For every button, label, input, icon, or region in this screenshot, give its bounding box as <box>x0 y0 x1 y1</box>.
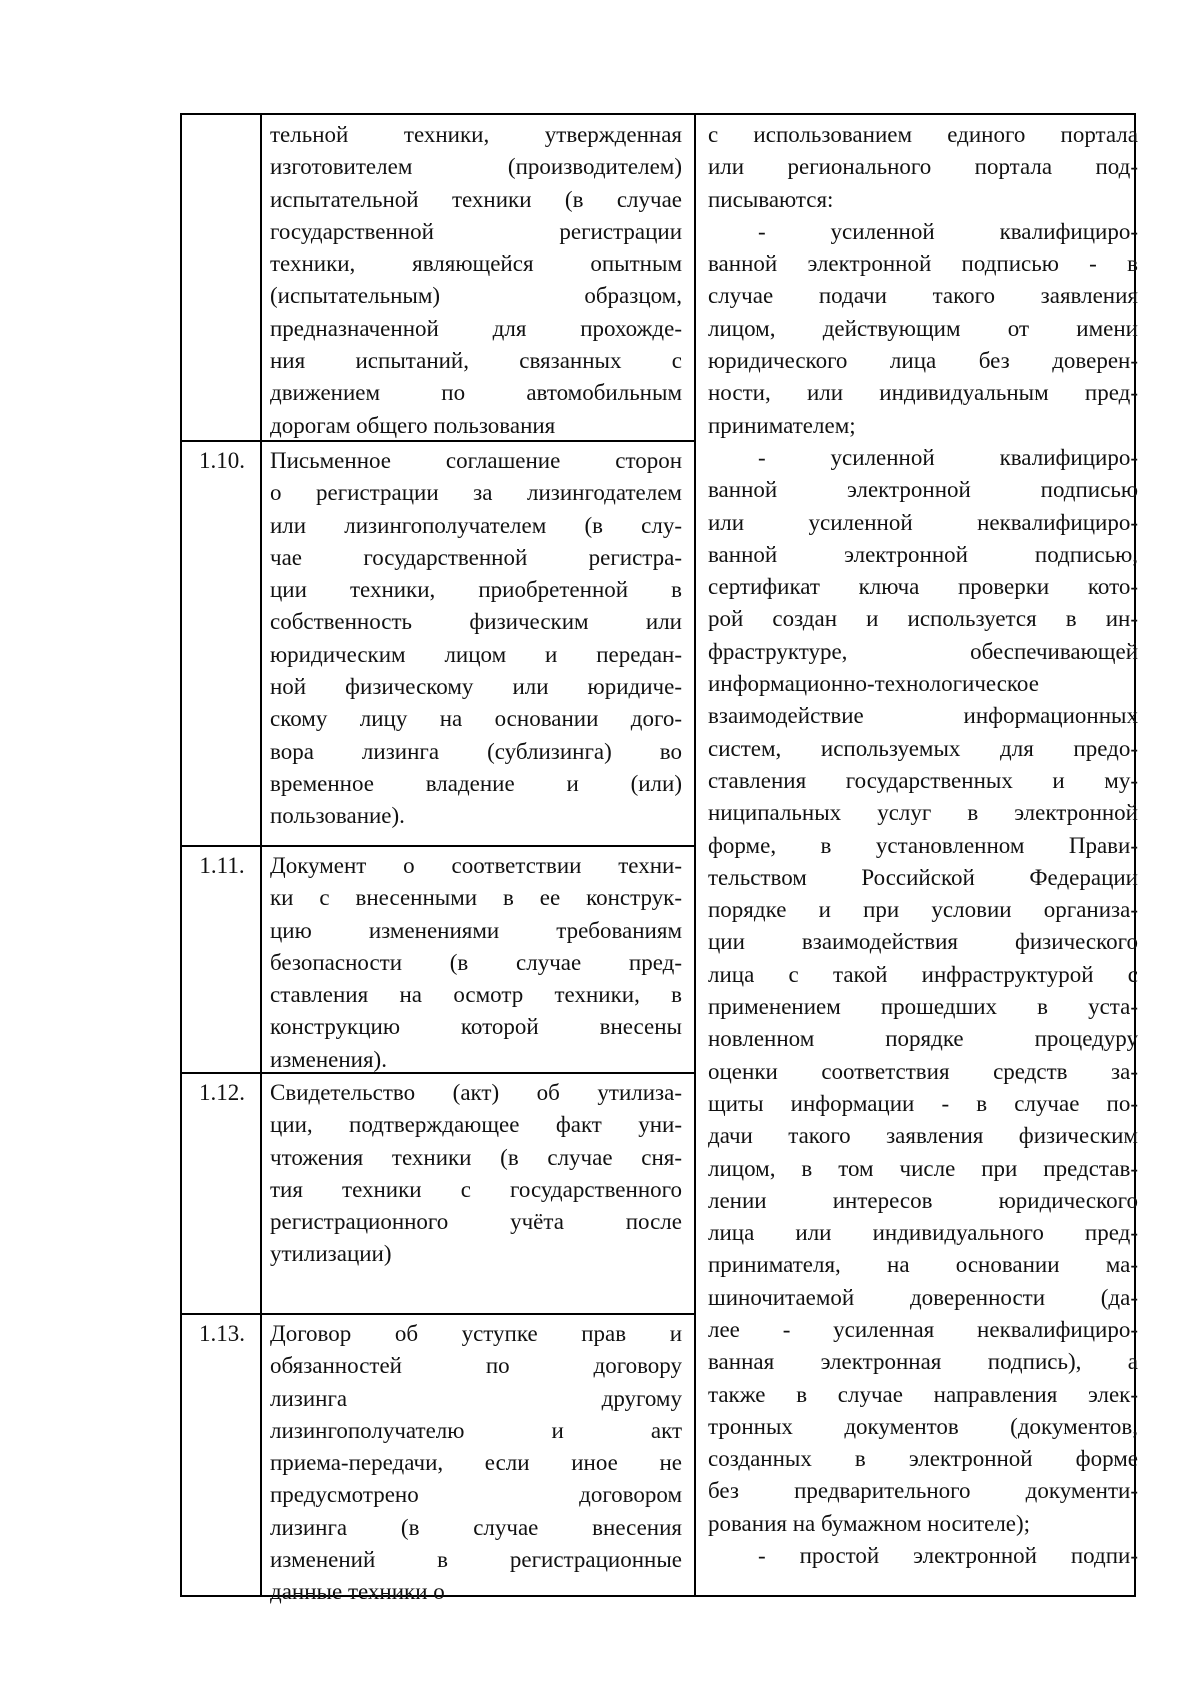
text-line: собственность физическим или <box>270 609 682 635</box>
text-line: изменений в регистрационные <box>270 1547 682 1573</box>
text-line: Письменное соглашение сторон <box>270 448 682 473</box>
text-line: пользование). <box>270 803 405 829</box>
text-line: государственной регистрации <box>270 218 682 244</box>
text-line: Документ о соответствии техни- <box>270 853 682 878</box>
text-line: вора лизинга (сублизинга) во <box>270 738 682 764</box>
text-line: ванной электронной подписью <box>708 477 1138 503</box>
text-line: ности, или индивидуальным пред- <box>708 380 1138 406</box>
text-line: обязанностей по договору <box>270 1353 682 1379</box>
text-line: сертификат ключа проверки кото- <box>708 574 1138 600</box>
text-line: щиты информации - в случае по- <box>708 1090 1138 1116</box>
text-line: конструкцию которой внесены <box>270 1014 682 1040</box>
text-line: применением прошедших в уста- <box>708 994 1138 1020</box>
text-line: тронных документов (документов, <box>708 1413 1138 1439</box>
row-description <box>270 119 682 442</box>
text-line: или регионального портала под- <box>708 154 1138 180</box>
row-description <box>270 1077 682 1271</box>
text-line: скому лицу на основании дого- <box>270 706 682 732</box>
text-line: - усиленной квалифициро- <box>758 444 1138 470</box>
text-line: фраструктуре, обеспечивающей <box>708 638 1138 664</box>
text-line: приема-передачи, если иное не <box>270 1450 682 1476</box>
column-divider-number <box>260 115 262 1595</box>
text-line: ной физическому или юридиче- <box>270 674 682 700</box>
text-line: лицом, в том числе при представ- <box>708 1155 1138 1181</box>
signature-requirements-column <box>696 115 1138 1572</box>
text-line: изменения). <box>270 1046 387 1072</box>
text-line: ции, подтверждающее факт уни- <box>270 1112 682 1138</box>
text-line: лизинга (в случае внесения <box>270 1514 682 1540</box>
text-line: о регистрации за лизингодателем <box>270 480 682 506</box>
text-line: ния испытаний, связанных с <box>270 348 682 374</box>
row-number: 1.12. <box>199 1080 245 1105</box>
text-line: данные техники о <box>270 1579 445 1605</box>
row-divider-1-13 <box>182 1313 696 1315</box>
text-line: испытательной техники (в случае <box>270 186 682 212</box>
row-number: 1.13. <box>199 1321 245 1346</box>
text-line: дорогам общего пользования <box>270 412 556 438</box>
row-number: 1.11. <box>199 853 245 878</box>
text-line: - усиленной квалифициро- <box>758 218 1138 244</box>
text-line: лизинга другому <box>270 1385 682 1411</box>
text-line: ки с внесенными в ее конструк- <box>270 885 682 911</box>
text-line: предназначенной для прохожде- <box>270 315 682 341</box>
text-line: с использованием единого портала <box>708 122 1138 147</box>
text-line: юридического лица без доверен- <box>708 348 1138 374</box>
text-line: чтожения техники (в случае сня- <box>270 1144 682 1170</box>
text-line: порядке и при условии организа- <box>708 897 1138 923</box>
text-line: предусмотрено договором <box>270 1482 682 1508</box>
text-line: рой создан и используется в ин- <box>708 606 1138 632</box>
text-line: ниципальных услуг в электронной <box>708 800 1138 826</box>
text-line: лее - усиленная неквалифициро- <box>708 1316 1138 1342</box>
text-line: ставления государственных и му- <box>708 767 1138 793</box>
row-divider-1-11 <box>182 845 696 847</box>
row-description <box>270 1318 682 1609</box>
text-line: информационно-технологическое <box>708 671 1039 697</box>
text-line: лица с такой инфраструктурой с <box>708 961 1138 987</box>
text-line: новленном порядке процедуру <box>708 1026 1138 1052</box>
text-line: цию изменениями требованиям <box>270 917 682 943</box>
text-line: ванная электронная подпись), а <box>708 1349 1138 1375</box>
text-line: лица или индивидуального пред- <box>708 1220 1138 1246</box>
text-line: ванной электронной подписью, <box>708 541 1138 567</box>
text-line: регистрационного учёта после <box>270 1209 682 1235</box>
text-line: случае подачи такого заявления <box>708 283 1138 309</box>
text-line: изготовителем (производителем) <box>270 154 682 180</box>
requirements-table <box>180 113 1138 1605</box>
text-line: шиночитаемой доверенности (да- <box>708 1284 1138 1310</box>
text-line: лизингополучателю и акт <box>270 1417 682 1443</box>
text-line: - простой электронной подпи- <box>758 1543 1138 1569</box>
text-line: техники, являющейся опытным <box>270 251 682 277</box>
text-line: без предварительного документи- <box>708 1478 1138 1504</box>
text-line: или усиленной неквалифициро- <box>708 509 1138 535</box>
text-line: тия техники с государственного <box>270 1176 682 1202</box>
text-line: утилизации) <box>270 1241 392 1267</box>
text-line: принимателя, на основании ма- <box>708 1252 1138 1278</box>
row-description <box>270 445 682 833</box>
text-line: ванной электронной подписью - в <box>708 251 1138 277</box>
text-line: писываются: <box>708 186 834 212</box>
text-line: безопасности (в случае пред- <box>270 949 682 975</box>
text-line: рования на бумажном носителе); <box>708 1510 1031 1536</box>
text-line: оценки соответствия средств за- <box>708 1058 1138 1084</box>
text-line: Свидетельство (акт) об утилиза- <box>270 1080 682 1105</box>
text-line: взаимодействие информационных <box>708 703 1138 729</box>
text-line: дачи такого заявления физическим <box>708 1123 1138 1149</box>
text-line: лицом, действующим от имени <box>708 315 1138 341</box>
text-line: или лизингополучателем (в слу- <box>270 512 682 538</box>
text-line: тельством Российской Федерации <box>708 864 1138 890</box>
text-line: принимателем; <box>708 412 856 438</box>
text-line: тельной техники, утвержденная <box>270 122 682 147</box>
text-line: Договор об уступке прав и <box>270 1321 682 1346</box>
text-line: систем, используемых для предо- <box>708 735 1138 761</box>
text-line: также в случае направления элек- <box>708 1381 1138 1407</box>
text-line: движением по автомобильным <box>270 380 682 406</box>
row-description <box>270 850 682 1076</box>
text-line: созданных в электронной форме <box>708 1446 1138 1472</box>
text-line: (испытательным) образцом, <box>270 283 682 309</box>
text-line: форме, в установленном Прави- <box>708 832 1138 858</box>
text-line: ции техники, приобретенной в <box>270 577 682 603</box>
row-number: 1.10. <box>199 448 245 473</box>
text-line: ции взаимодействия физического <box>708 929 1138 955</box>
text-line: временное владение и (или) <box>270 770 682 796</box>
text-line: лении интересов юридического <box>708 1187 1138 1213</box>
text-line: юридическим лицом и передан- <box>270 641 682 667</box>
text-line: ставления на осмотр техники, в <box>270 982 682 1008</box>
text-line: чае государственной регистра- <box>270 544 682 570</box>
